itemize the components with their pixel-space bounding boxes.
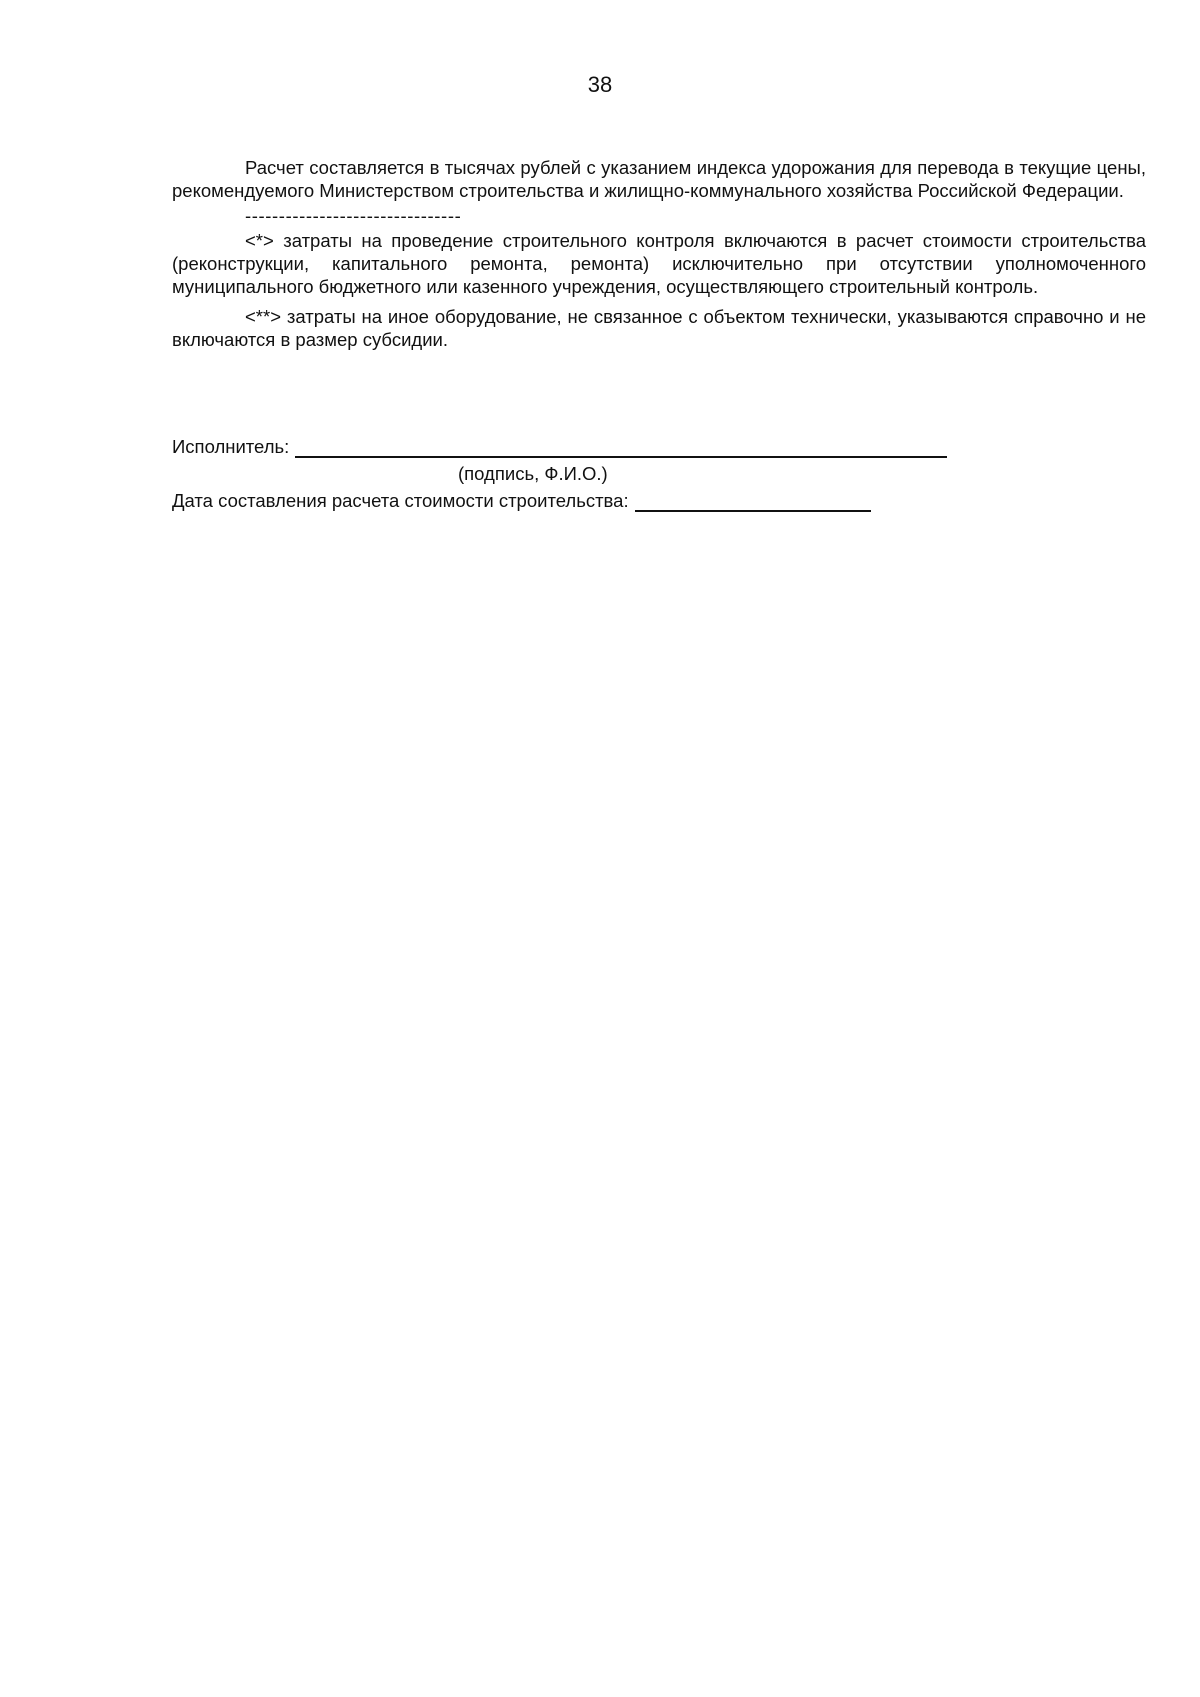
date-line	[635, 490, 871, 512]
executor-caption: (подпись, Ф.И.О.)	[458, 463, 608, 484]
executor-signature-line	[295, 436, 947, 458]
calculation-paragraph: Расчет составляется в тысячах рублей с указанием индекса удорожания для перевода в текущие цены, рекомендуемого Министерством строительства и жилищно-коммунального хозяйства Российской Федерации.	[172, 157, 1146, 201]
footnote-separator: --------------------------------	[245, 205, 462, 226]
signature-block	[172, 434, 1072, 512]
date-label: Дата составления расчета стоимости строительства:	[172, 490, 629, 511]
page-number: 38	[587, 72, 613, 97]
footnote-construction-control: <*> затраты на проведение строительного контроля включаются в расчет стоимости строительства (реконструкции, капитального ремонта, ремонта) исключительно при отсутствии уполномоченного муниципального бюджетного или казенного учреждения, осуществляющего строительный контроль.	[172, 230, 1146, 297]
date-row	[172, 488, 1072, 512]
executor-row	[172, 434, 1072, 458]
document-body	[172, 156, 1146, 351]
executor-label: Исполнитель:	[172, 436, 290, 457]
footnote-other-equipment: <**> затраты на иное оборудование, не связанное с объектом технически, указываются справочно и не включаются в размер субсидии.	[172, 306, 1146, 350]
